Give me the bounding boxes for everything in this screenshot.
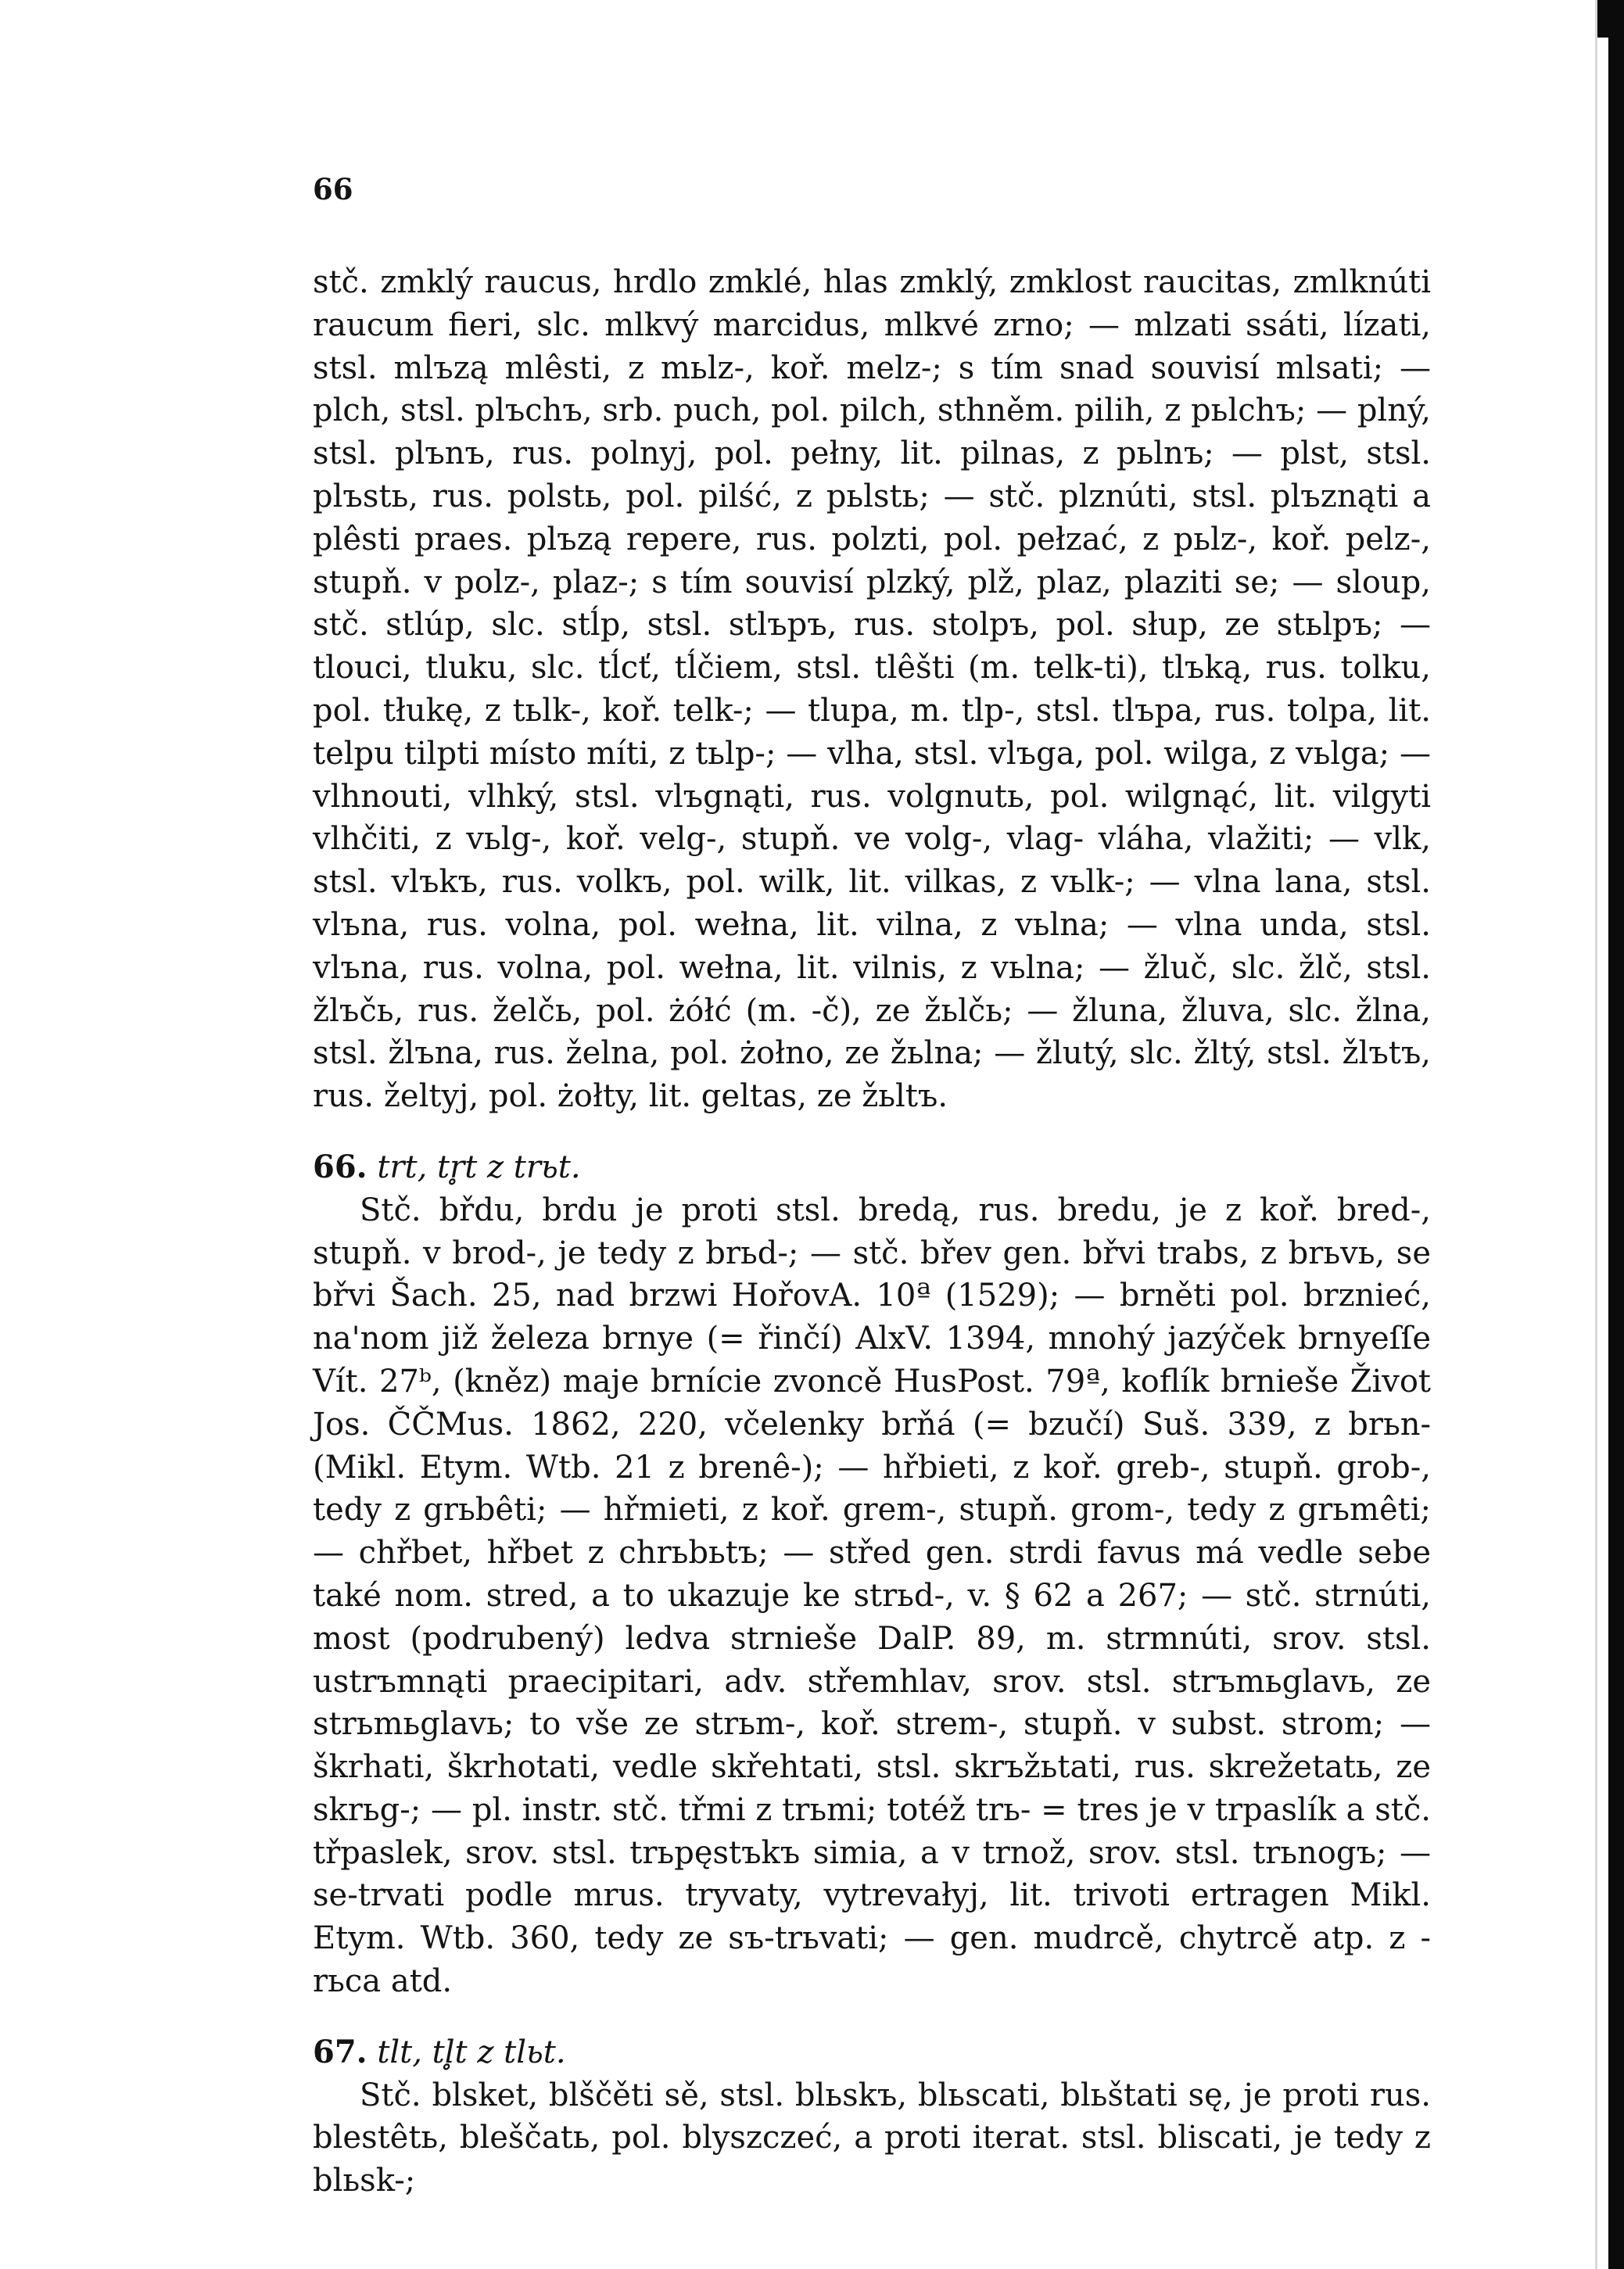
section-title: trt, tr̥t z trьt.	[377, 1149, 581, 1185]
scan-border-corner	[1597, 0, 1608, 38]
section-title: tlt, tl̥t z tlьt.	[377, 2034, 566, 2070]
page-number: 66	[313, 172, 353, 206]
section-66	[313, 1146, 1431, 2003]
scan-border-edge	[1595, 0, 1597, 2269]
intro-paragraph: stč. zmklý raucus, hrdlo zmklé, hlas zmklý, zmklost raucitas, zmlknúti raucum fieri, slc. mlkvý marcidus, mlkvé zrno; — mlzati ssáti, lízati, stsl. mlъzą mlêsti, z mьlz-, koř. melz-; s tím snad souvisí mlsati; — plch, stsl. plъchъ, srb. puch, pol. pilch, sthněm. pilih, z pьlchъ; — plný, stsl. plъnъ, rus. polnyj, pol. pełny, lit. pilnas, z pьlnъ; — plst, stsl. plъstь, rus. polstь, pol. pilść, z pьlstь; — stč. plznúti, stsl. plъznąti a plêsti praes. plъzą repere, rus. polzti, pol. pełzać, z pьlz-, koř. pelz-, stupň. v polz-, plaz-; s tím souvisí plzký, plž, plaz, plaziti se; — sloup, stč. stlúp, slc. stĺp, stsl. stlъpъ, rus. stolpъ, pol. słup, ze stьlpъ; — tlouci, tluku, slc. tĺcť, tĺčiem, stsl. tlêšti (m. telk-ti), tlъką, rus. tolku, pol. tłukę, z tьlk-, koř. telk-; — tlupa, m. tlp-, stsl. tlъpa, rus. tolpa, lit. telpu tilpti místo míti, z tьlp-; — vlha, stsl. vlъga, pol. wilga, z vьlga; — vlhnouti, vlhký, stsl. vlъgnąti, rus. volgnutь, pol. wilgnąć, lit. vilgyti vlhčiti, z vьlg-, koř. velg-, stupň. ve volg-, vlag- vláha, vlažiti; — vlk, stsl. vlъkъ, rus. volkъ, pol. wilk, lit. vilkas, z vьlk-; — vlna lana, stsl. vlъna, rus. volna, pol. wełna, lit. vilna, z vьlna; — vlna unda, stsl. vlъna, rus. volna, pol. wełna, lit. vilnis, z vьlna; — žluč, slc. žlč, stsl. žlъčь, rus. želčь, pol. żółć (m. -č), ze žьlčь; — žluna, žluva, slc. žlna, stsl. žlъna, rus. želna, pol. żołno, ze žьlna; — žlutý, slc. žltý, stsl. žlъtъ, rus. želtyj, pol. żołty, lit. geltas, ze žьltъ.	[313, 264, 1431, 1115]
section-heading	[313, 2031, 1431, 2074]
section-body: Stč. blsket, blščěti sě, stsl. blьskъ, blьscati, blьštati sę, je proti rus. blestêtь, bleščatь, pol. blyszczeć, a proti iterat. stsl. bliscati, je tedy z blьsk-;	[313, 2077, 1431, 2199]
scan-border-right	[1608, 0, 1624, 2269]
section-number: 66.	[313, 1148, 367, 1185]
page-content	[313, 172, 1431, 2203]
section-67	[313, 2031, 1431, 2203]
section-number: 67.	[313, 2033, 367, 2070]
section-body: Stč. břdu, brdu je proti stsl. bredą, rus. bredu, je z koř. bred-, stupň. v brod-, je tedy z brьd-; — stč. břev gen. břvi trabs, z brьvь, se břvi Šach. 25, nad brzwi HořovA. 10ª (1529); — brněti pol. brznieć, na'nom již železa brnye (= řinčí) AlxV. 1394, mnohý jazýček brnyeſſe Vít. 27ᵇ, (kněz) maje brnície zvoncě HusPost. 79ª, koflík brnieše Život Jos. ČČMus. 1862, 220, včelenky brňá (= bzučí) Suš. 339, z brьn- (Mikl. Etym. Wtb. 21 z brenê-); — hřbieti, z koř. greb-, stupň. grob-, tedy z grьbêti; — hřmieti, z koř. grem-, stupň. grom-, tedy z grьmêti; — chřbet, hřbet z chrьbьtъ; — střed gen. strdi favus má vedle sebe také nom. stred, a to ukazuje ke strьd-, v. § 62 a 267; — stč. strnúti, most (podrubený) ledva strnieše DalP. 89, m. strmnúti, srov. stsl. ustrъmnąti praecipitari, adv. střemhlav, srov. stsl. strъmьglavь, ze strьmьglavь; to vše ze strьm-, koř. strem-, stupň. v subst. strom; — škrhati, škrhotati, vedle skřehtati, stsl. skrъžьtati, rus. skrežetatь, ze skrьg-; — pl. instr. stč. třmi z trьmi; totéž trь- = tres je v trpaslík a stč. třpaslek, srov. stsl. trьpęstъkъ simia, a v trnož, srov. stsl. trьnogъ; — se-trvati podle mrus. tryvaty, vytrevałyj, lit. trivoti ertragen Mikl. Etym. Wtb. 360, tedy ze sъ-trьvati; — gen. mudrcě, chytrcě atp. z -rьca atd.	[313, 1192, 1431, 2000]
section-heading	[313, 1146, 1431, 1189]
